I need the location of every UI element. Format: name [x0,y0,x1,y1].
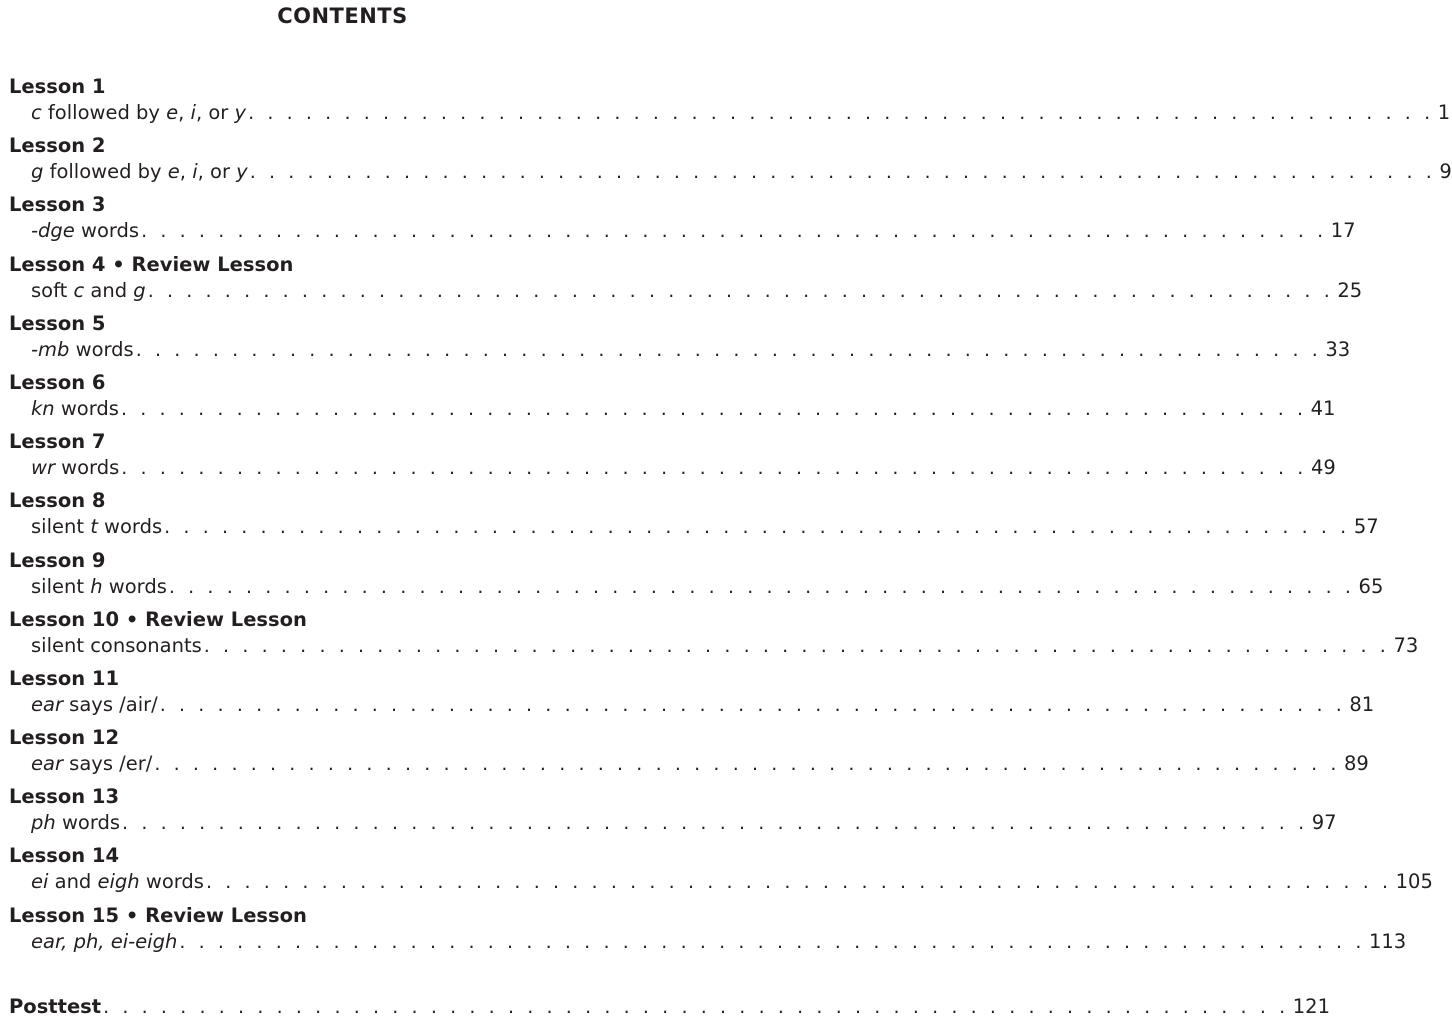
topic-italic-text: ear [31,692,63,716]
toc-lesson [9,784,1337,843]
topic-text: followed by [41,101,167,124]
lesson-topic [31,869,204,895]
topic-italic-text: ph [31,811,56,835]
page-title: CONTENTS [277,4,408,28]
topic-italic-text: i [192,160,198,184]
lesson-entry [9,337,1351,363]
lesson-heading: Lesson 9 [9,548,106,572]
lesson-heading: Lesson 10 • Review Lesson [9,607,307,631]
lesson-topic [31,929,177,955]
topic-text: silent [31,515,91,539]
lesson-topic [31,751,152,777]
toc-lesson [9,607,1419,666]
lesson-entry [9,455,1336,481]
lesson-heading: Lesson 1 [9,75,106,98]
lesson-heading: Lesson 11 [9,666,120,690]
table-of-contents [9,74,1452,962]
topic-italic-text: t [90,515,98,539]
topic-text: words [55,811,121,835]
lesson-entry [9,810,1337,836]
toc-lesson [9,666,1375,725]
lesson-heading: Lesson 2 [9,134,106,158]
dot-leader: . . . . . . . . . . . . . . . . . . . . . . . . . . . . . . . . . . . . . . . . . . . . . . . . . . . . . . . . . . . . . . [121,457,1307,480]
dot-leader: . . . . . . . . . . . . . . . . . . . . . . . . . . . . . . . . . . . . . . . . . . . . . . . . . . . . . . . . . . . . . . [168,575,1355,598]
lesson-topic [31,396,119,422]
posttest-entry [9,994,1330,1020]
page-number: 17 [1330,219,1356,243]
topic-text: and [48,870,98,894]
page-number: 1 [1437,101,1451,124]
topic-italic-text: ei [31,870,49,894]
page-number: 9 [1439,160,1452,184]
toc-lesson [9,725,1369,784]
toc-lesson [9,488,1379,547]
lesson-heading: Lesson 3 [9,193,106,217]
dot-leader: . . . . . . . . . . . . . . . . . . . . . . . . . . . . . . . . . . . . . . . . . . . . . . . . . . . . . . . . . . . . . . [141,220,1327,243]
page-number: 49 [1310,456,1336,480]
lesson-heading: Lesson 14 [9,844,120,868]
lesson-heading: Lesson 12 [9,726,120,750]
topic-italic-text: e [167,160,180,184]
lesson-topic [31,159,248,185]
dot-leader: . . . . . . . . . . . . . . . . . . . . . . . . . . . . . . . . . . . . . . . . . . . . . . . . . . . . . . . . . . . . . . [203,634,1390,657]
lesson-entry [9,100,1451,126]
lesson-topic [31,218,139,244]
page-number: 65 [1358,574,1384,598]
dot-leader: . . . . . . . . . . . . . . . . . . . . . . . . . . . . . . . . . . . . . . . . . . . . . . . . . . . . . . . . . . . . . . [147,279,1334,302]
page-number: 41 [1310,396,1336,420]
dot-leader: . . . . . . . . . . . . . . . . . . . . . . . . . . . . . . . . . . . . . . . . . . . . . . . . . . . . . . . . . . . . . . [103,996,1289,1018]
page-number: 57 [1353,515,1379,539]
topic-text: words [139,870,204,894]
lesson-heading: Lesson 4 • Review Lesson [9,252,294,276]
dot-leader: . . . . . . . . . . . . . . . . . . . . . . . . . . . . . . . . . . . . . . . . . . . . . . . . . . . . . . . . . . . . . . [154,753,1340,776]
lesson-entry [9,278,1363,304]
topic-italic-text: c [73,278,85,302]
dot-leader: . . . . . . . . . . . . . . . . . . . . . . . . . . . . . . . . . . . . . . . . . . . . . . . . . . . . . . . . . . . . . . [179,930,1365,953]
lesson-entry [9,633,1419,659]
topic-italic-text: kn [31,396,55,420]
page-number: 73 [1393,633,1419,657]
toc-lesson [9,429,1336,488]
page-number: 97 [1311,811,1337,835]
page-number: 113 [1368,929,1407,953]
lesson-topic [31,692,158,718]
lesson-topic [31,574,167,600]
page-number: 105 [1395,870,1433,894]
page-number: 25 [1337,278,1363,302]
lesson-entry [9,218,1356,244]
toc-lesson [9,903,1407,962]
topic-italic-text: y [234,101,247,124]
lesson-heading: Lesson 5 [9,311,106,335]
lesson-topic [31,633,202,659]
topic-italic-text: -dge [31,219,75,243]
topic-italic-text: wr [31,456,55,480]
posttest-label: Posttest [9,995,102,1018]
lesson-entry [9,869,1433,895]
lesson-heading: Lesson 6 [9,370,106,394]
topic-italic-text: eigh [97,870,140,894]
lesson-topic [31,514,162,540]
dot-leader: . . . . . . . . . . . . . . . . . . . . . . . . . . . . . . . . . . . . . . . . . . . . . . . . . . . . . . . . . . . . . . [120,397,1307,420]
dot-leader: . . . . . . . . . . . . . . . . . . . . . . . . . . . . . . . . . . . . . . . . . . . . . . . . . . . . . . . . . . . . . . [164,516,1350,539]
page-number: 81 [1349,692,1375,716]
topic-text: words [74,219,140,243]
lesson-heading: Lesson 15 • Review Lesson [9,903,307,927]
lesson-topic [31,100,246,126]
page-number: 33 [1325,337,1351,361]
topic-text: words [69,337,134,361]
lesson-entry [9,574,1384,600]
topic-text: says /air/ [62,692,158,716]
topic-text: words [102,574,167,598]
topic-italic-text: i [190,101,196,124]
topic-italic-text: e [166,101,179,124]
topic-text: followed by [43,160,168,184]
topic-italic-text: y [236,160,248,184]
page-number: 89 [1344,752,1369,776]
dot-leader: . . . . . . . . . . . . . . . . . . . . . . . . . . . . . . . . . . . . . . . . . . . . . . . . . . . . . . . . . . . . . . [248,102,1434,124]
toc-lesson [9,192,1356,251]
topic-text: words [97,515,163,539]
topic-text: and [84,278,134,302]
page-number: 121 [1292,995,1330,1018]
topic-text: , [178,101,191,124]
topic-text: silent [31,574,91,598]
lesson-topic [31,278,146,304]
lesson-heading: Lesson 13 [9,785,120,809]
topic-text: words [54,456,120,480]
topic-italic-text: g [133,278,146,302]
dot-leader: . . . . . . . . . . . . . . . . . . . . . . . . . . . . . . . . . . . . . . . . . . . . . . . . . . . . . . . . . . . . . . [159,693,1346,716]
toc-lesson [9,133,1452,192]
toc-lesson [9,252,1363,311]
lesson-topic [31,810,120,836]
topic-italic-text: g [31,160,44,184]
lesson-entry [9,396,1336,422]
lesson-heading: Lesson 7 [9,430,106,454]
dot-leader: . . . . . . . . . . . . . . . . . . . . . . . . . . . . . . . . . . . . . . . . . . . . . . . . . . . . . . . . . . . . . . [205,871,1392,894]
dot-leader: . . . . . . . . . . . . . . . . . . . . . . . . . . . . . . . . . . . . . . . . . . . . . . . . . . . . . . . . . . . . . . [122,812,1308,835]
lesson-topic [31,455,119,481]
topic-italic-text: h [90,574,103,598]
lesson-entry [9,929,1407,955]
dot-leader: . . . . . . . . . . . . . . . . . . . . . . . . . . . . . . . . . . . . . . . . . . . . . . . . . . . . . . . . . . . . . . [249,161,1436,184]
topic-italic-text: ear [31,752,63,776]
topic-text: soft [31,278,74,302]
topic-italic-text: ear, ph, ei-eigh [31,929,178,953]
lesson-heading: Lesson 8 [9,489,106,513]
lesson-entry [9,692,1375,718]
toc-lesson [9,74,1451,133]
toc-lesson [9,548,1384,607]
topic-text: , [179,160,193,184]
topic-text: , or [195,101,235,124]
topic-text: says /er/ [62,752,153,776]
lesson-entry [9,159,1452,185]
topic-text: , or [197,160,237,184]
topic-text: silent consonants [31,633,202,657]
dot-leader: . . . . . . . . . . . . . . . . . . . . . . . . . . . . . . . . . . . . . . . . . . . . . . . . . . . . . . . . . . . . . . [135,338,1322,361]
toc-lesson [9,843,1433,902]
topic-italic-text: c [31,101,42,124]
lesson-entry [9,751,1369,777]
toc-lesson [9,370,1336,429]
topic-text: words [54,396,119,420]
toc-lesson [9,311,1351,370]
topic-italic-text: -mb [31,337,70,361]
lesson-entry [9,514,1379,540]
lesson-topic [31,337,134,363]
